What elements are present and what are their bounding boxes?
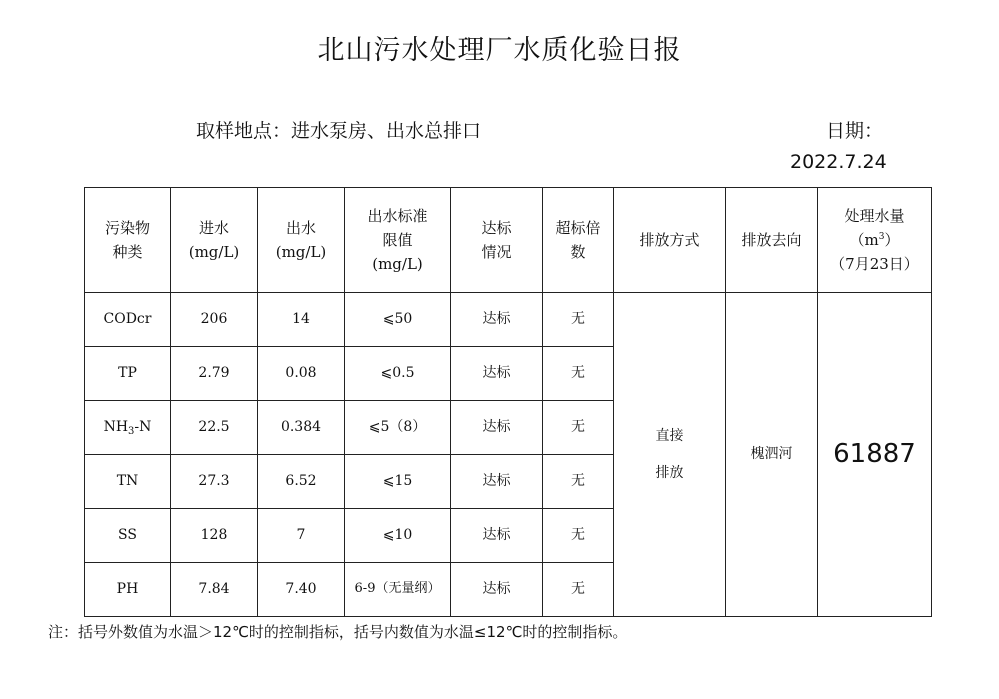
pollutant-name: TP [85,347,171,401]
inflow-value: 206 [171,293,258,347]
treated-volume: 61887 [818,293,932,617]
discharge-method: 直接 排放 [614,293,726,617]
inflow-value: 2.79 [171,347,258,401]
pollutant-name: TN [85,455,171,509]
limit-value: ⩽10 [345,509,451,563]
outflow-value: 7.40 [258,563,345,617]
sampling-location: 取样地点：进水泵房、出水总排口 [196,120,482,142]
limit-value: ⩽0.5 [345,347,451,401]
inflow-value: 22.5 [171,401,258,455]
limit-value: ⩽15 [345,455,451,509]
pollutant-name: CODcr [85,293,171,347]
outflow-value: 6.52 [258,455,345,509]
header-limit: 出水标准 限值 (mg/L) [345,188,451,293]
discharge-destination: 槐泗河 [726,293,818,617]
table-row [85,293,932,347]
limit-value: ⩽50 [345,293,451,347]
pollutant-name: PH [85,563,171,617]
header-volume: 处理水量 $(m^3)$ （7月23日） [818,188,932,293]
inflow-value: 128 [171,509,258,563]
limit-value: ⩽5（8） [345,401,451,455]
header-outflow: 出水 (mg/L) [258,188,345,293]
inflow-value: 27.3 [171,455,258,509]
outflow-value: 0.384 [258,401,345,455]
compliance-status: 达标 [451,563,543,617]
exceed-multiple: 无 [543,563,614,617]
exceed-multiple: 无 [543,293,614,347]
outflow-value: 0.08 [258,347,345,401]
pollutant-name: SS [85,509,171,563]
exceed-multiple: 无 [543,509,614,563]
header-inflow: 进水 (mg/L) [171,188,258,293]
outflow-value: 14 [258,293,345,347]
header-pollutant: 污染物 种类 [85,188,171,293]
header-discharge-method: 排放方式 [614,188,726,293]
header-exceed: 超标倍 数 [543,188,614,293]
limit-value: 6-9（无量纲） [345,563,451,617]
compliance-status: 达标 [451,347,543,401]
exceed-multiple: 无 [543,401,614,455]
date-value: 2022.7.24 [790,151,887,173]
compliance-status: 达标 [451,401,543,455]
water-quality-table [84,187,932,617]
header-compliance: 达标 情况 [451,188,543,293]
exceed-multiple: 无 [543,455,614,509]
footnote: 注：括号外数值为水温＞12℃时的控制指标，括号内数值为水温≤12℃时的控制指标。 [48,623,628,641]
table-header-row [85,188,932,293]
header-discharge-dest: 排放去向 [726,188,818,293]
pollutant-name: $NH_3-N$ [85,401,171,455]
report-title: 北山污水处理厂水质化验日报 [317,35,682,66]
inflow-value: 7.84 [171,563,258,617]
date-label: 日期： [826,120,884,142]
outflow-value: 7 [258,509,345,563]
exceed-multiple: 无 [543,347,614,401]
compliance-status: 达标 [451,509,543,563]
compliance-status: 达标 [451,293,543,347]
compliance-status: 达标 [451,455,543,509]
